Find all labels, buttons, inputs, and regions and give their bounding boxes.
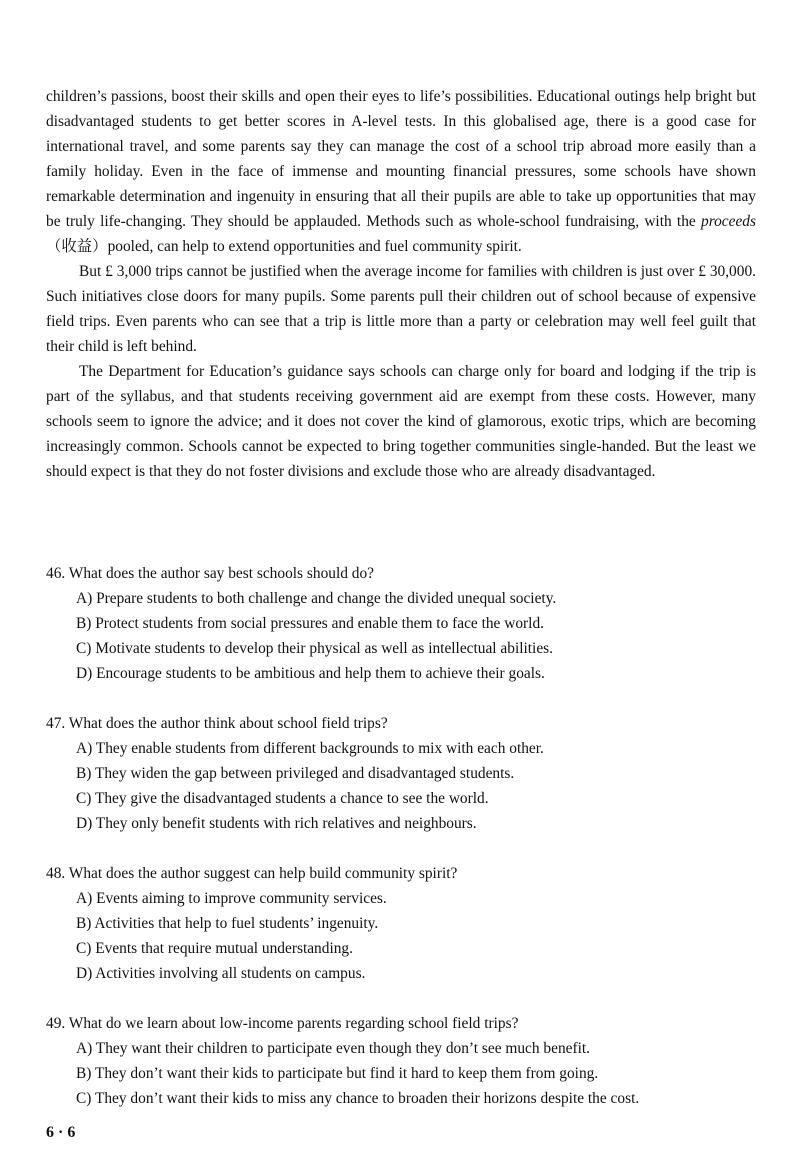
option-d: D) Activities involving all students on campus. (76, 965, 366, 982)
question-stem: 48. What does the author suggest can help build community spirit? (46, 865, 458, 882)
option-c: C) They don’t want their kids to miss any chance to broaden their horizons despite the cost. (76, 1090, 640, 1107)
question-46 (46, 561, 756, 686)
question-49 (46, 1011, 756, 1111)
passage-paragraph-1 (46, 84, 756, 259)
gloss: （收益） (46, 238, 108, 255)
question-47 (46, 711, 756, 836)
option-b: B) They don’t want their kids to participate but find it hard to keep them from going. (76, 1065, 599, 1082)
option-c: C) They give the disadvantaged students a chance to see the world. (76, 790, 489, 807)
option-a: A) They want their children to participate even though they don’t see much benefit. (76, 1040, 591, 1057)
option-a: A) Events aiming to improve community services. (76, 890, 387, 907)
option-b: B) Protect students from social pressures and enable them to face the world. (76, 615, 544, 632)
option-c: C) Motivate students to develop their physical as well as intellectual abilities. (76, 640, 553, 657)
passage-paragraph-3: The Department for Education’s guidance says schools can charge only for board and lodging if the trip is part of the syllabus, and that students receiving government aid are exempt from these costs. However, many schools seem to ignore the advice; and it does not cover the kind of glamorous, exotic trips, which are becoming increasingly common. Schools cannot be expected to bring together communities single-handed. But the least we should expect is that they do not foster divisions and exclude those who are already disadvantaged. (46, 363, 756, 480)
page-number: 6 · 6 (46, 1124, 76, 1141)
question-stem: 47. What does the author think about school field trips? (46, 715, 388, 732)
question-stem: 49. What do we learn about low-income parents regarding school field trips? (46, 1015, 519, 1032)
option-a: A) Prepare students to both challenge and change the divided unequal society. (76, 590, 557, 607)
option-b: B) Activities that help to fuel students’ ingenuity. (76, 915, 379, 932)
glossed-term: proceeds (701, 213, 756, 230)
question-48 (46, 861, 756, 986)
option-d: D) They only benefit students with rich relatives and neighbours. (76, 815, 477, 832)
option-b: B) They widen the gap between privileged and disadvantaged students. (76, 765, 515, 782)
option-c: C) Events that require mutual understanding. (76, 940, 353, 957)
passage-paragraph-2: But £ 3,000 trips cannot be justified when the average income for families with children is just over £ 30,000. Such initiatives close doors for many pupils. Some parents pull their children out of school because of expensive field trips. Even parents who can see that a trip is little more than a party or celebration may well feel guilt that their child is left behind. (46, 263, 756, 355)
option-a: A) They enable students from different backgrounds to mix with each other. (76, 740, 544, 757)
passage-paragraph-1-end: pooled, can help to extend opportunities and fuel community spirit. (107, 238, 522, 255)
passage-paragraph-1-text: children’s passions, boost their skills and open their eyes to life’s possibilities. Educational outings help bright but disadvantaged students to get better scores in A-level tests. In this globalised age, there is a good case for international travel, and some parents say they can manage the cost of a school trip abroad more easily than a family holiday. Even in the face of immense and mounting financial pressures, some schools have shown remarkable determination and ingenuity in ensuring that all their pupils are able to take up opportunities that may be truly life-changing. They should be applauded. Methods such as whole-school fundraising, with the (46, 88, 756, 230)
reading-passage (46, 84, 756, 484)
question-stem: 46. What does the author say best schools should do? (46, 565, 374, 582)
option-d: D) Encourage students to be ambitious and help them to achieve their goals. (76, 665, 545, 682)
